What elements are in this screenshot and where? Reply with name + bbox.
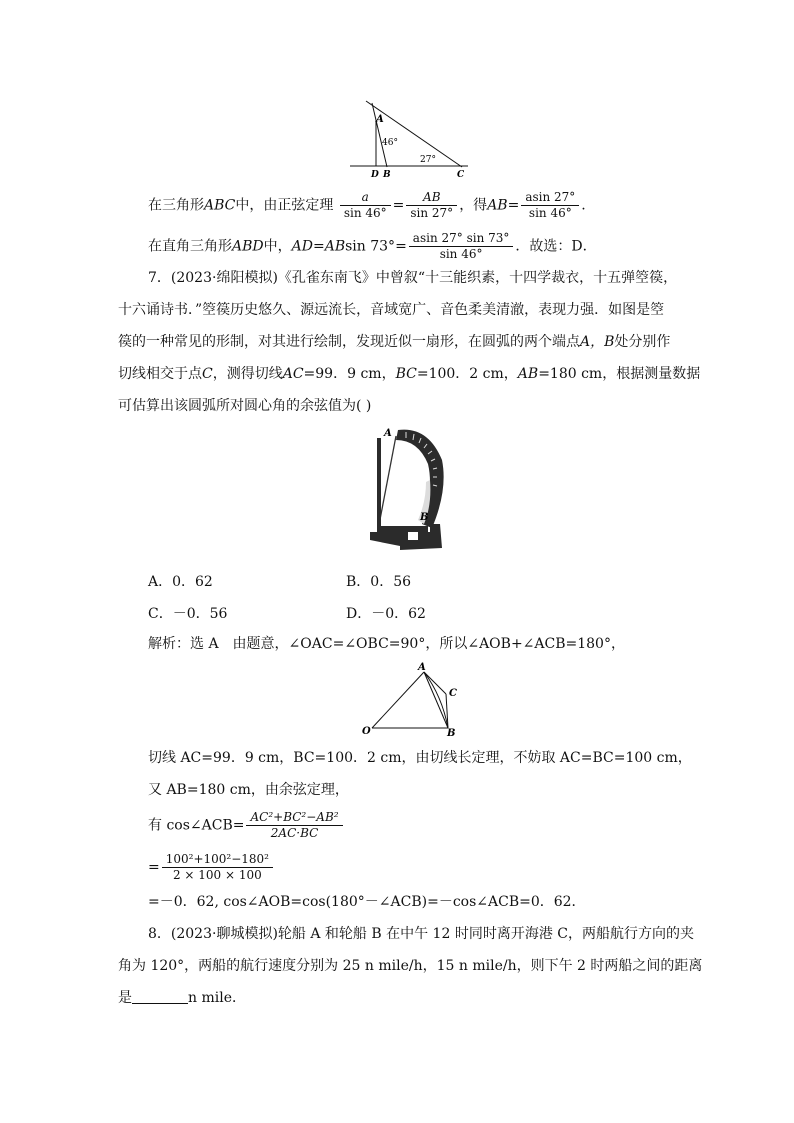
text: =99．9 cm，: [303, 366, 396, 382]
text: =180 cm，根据测量数据: [538, 366, 701, 382]
fraction-3: [521, 190, 579, 221]
text: ，测得切线: [212, 366, 283, 382]
text: =: [507, 197, 520, 214]
option-d[interactable]: D．－0．62: [346, 606, 426, 622]
text: =100．2 cm，: [416, 366, 518, 382]
fraction-2: [406, 190, 457, 221]
text: =: [148, 859, 160, 876]
denominator: 2AC·BC: [270, 826, 319, 840]
numerator: AC²+BC²−AB²: [246, 810, 342, 826]
label-c: C: [457, 170, 465, 180]
option-b[interactable]: B．0．56: [346, 574, 412, 590]
text: 在直角三角形: [148, 238, 232, 255]
label-a: A: [418, 662, 426, 673]
label-angle27: 27°: [420, 155, 436, 165]
q8-line-1: 8．(2023·聊城模拟)轮船 A 和轮船 B 在中午 12 时同时离开海港 C，两船航行方向的夹: [148, 926, 694, 942]
text: AB: [517, 366, 539, 382]
fraction-values: [162, 852, 273, 883]
text: A，B: [580, 334, 615, 350]
label-a: A: [384, 428, 392, 439]
text: 切线相交于点: [118, 366, 202, 382]
label-b: B: [383, 170, 391, 180]
solution-line-5: [148, 852, 275, 883]
q8-line-3: [118, 988, 246, 1008]
line-oa: [372, 672, 424, 728]
q7-line-1: 7．(2023·绵阳模拟)《孔雀东南飞》中曾叙“十三能织素，十四学裁衣，十五弹箜篌，: [148, 270, 678, 286]
text: ABC: [204, 197, 236, 214]
option-c[interactable]: C．－0．56: [148, 606, 228, 622]
q7-line-2: 十六诵诗书．”箜篌历史悠久、源远流长，音域宽广、音色柔美清澈，表现力强．如图是箜: [118, 302, 665, 318]
text: AB: [487, 197, 508, 214]
konghou-figure: [360, 420, 460, 560]
text: BC: [395, 366, 417, 382]
text: =: [395, 238, 407, 255]
option-a[interactable]: A．0．62: [148, 574, 213, 590]
sector-figure: [360, 660, 470, 738]
label-c: C: [449, 688, 457, 699]
text: 中，: [263, 238, 292, 255]
text: C: [202, 366, 213, 382]
text: AB: [324, 238, 346, 255]
sine-law-line: [148, 190, 586, 221]
line-ab: [424, 672, 448, 728]
solution-line-6: =－0．62, cos∠AOB=cos(180°－∠ACB)=－cos∠ACB=0．62．: [148, 894, 586, 910]
q7-line-3: [118, 332, 670, 352]
line-ac: [366, 101, 462, 167]
right-triangle-line: [148, 231, 597, 262]
fraction-cos: [246, 810, 342, 841]
denominator: sin 27°: [410, 206, 454, 220]
text: ABD: [232, 238, 264, 255]
line-ac: [424, 672, 446, 694]
text: n mile．: [188, 990, 246, 1006]
solution-line-1: 解析：选 A 由题意，∠OAC=∠OBC=90°，所以∠AOB+∠ACB=180°，: [148, 636, 625, 652]
numerator: asin 27°: [521, 190, 579, 206]
label-o: O: [362, 726, 371, 737]
denominator: 2 × 100 × 100: [172, 868, 262, 882]
numerator: asin 27° sin 73°: [409, 231, 514, 247]
harp-post: [377, 438, 381, 534]
text: 中，由正弦定理: [235, 197, 334, 214]
q7-line-4: [118, 364, 700, 384]
q8-line-2: 角为 120°，两船的航行速度分别为 25 n mile/h，15 n mile/h，则下午 2 时两船之间的距离: [118, 958, 703, 974]
solution-line-4: [148, 810, 345, 841]
text: AD: [291, 238, 313, 255]
numerator: 100²+100²−180²: [162, 852, 273, 868]
text: 处分别作: [614, 334, 671, 350]
numerator: a: [340, 190, 391, 206]
label-b: B: [447, 728, 456, 738]
text: .: [581, 197, 586, 214]
harp-arm: [378, 526, 428, 532]
text: 在三角形: [148, 197, 204, 214]
triangle-figure: [340, 95, 480, 180]
text: ．故选：D．: [515, 238, 597, 255]
text: 有 cos∠ACB=: [148, 817, 245, 834]
label-d: D: [371, 170, 379, 180]
line-ab: [372, 103, 387, 167]
text: ，得: [459, 197, 488, 214]
text: =: [312, 238, 325, 255]
fraction-1: [340, 190, 391, 221]
denominator: sin 46°: [528, 206, 572, 220]
text: sin 73°: [345, 238, 396, 255]
denominator: sin 46°: [439, 247, 483, 261]
q7-line-5: 可估算出该圆弧所对圆心角的余弦值为( ): [118, 398, 372, 414]
text: 是: [118, 990, 132, 1006]
text: 篌的一种常见的形制，对其进行绘制，发现近似一扇形，在圆弧的两个端点: [118, 334, 580, 350]
text: =: [392, 197, 405, 214]
label-angle46: 46°: [382, 138, 398, 148]
answer-blank[interactable]: [132, 989, 188, 1004]
fraction-4: [409, 231, 514, 262]
label-b: B: [420, 512, 429, 523]
numerator: AB: [406, 190, 457, 206]
label-a: A: [376, 114, 384, 125]
solution-line-2: 切线 AC=99．9 cm，BC=100．2 cm，由切线长定理，不妨取 AC=BC=100 cm，: [148, 750, 692, 766]
denominator: sin 46°: [343, 206, 387, 220]
text: AC: [282, 366, 304, 382]
solution-line-3: 又 AB=180 cm，由余弦定理，: [148, 782, 349, 798]
